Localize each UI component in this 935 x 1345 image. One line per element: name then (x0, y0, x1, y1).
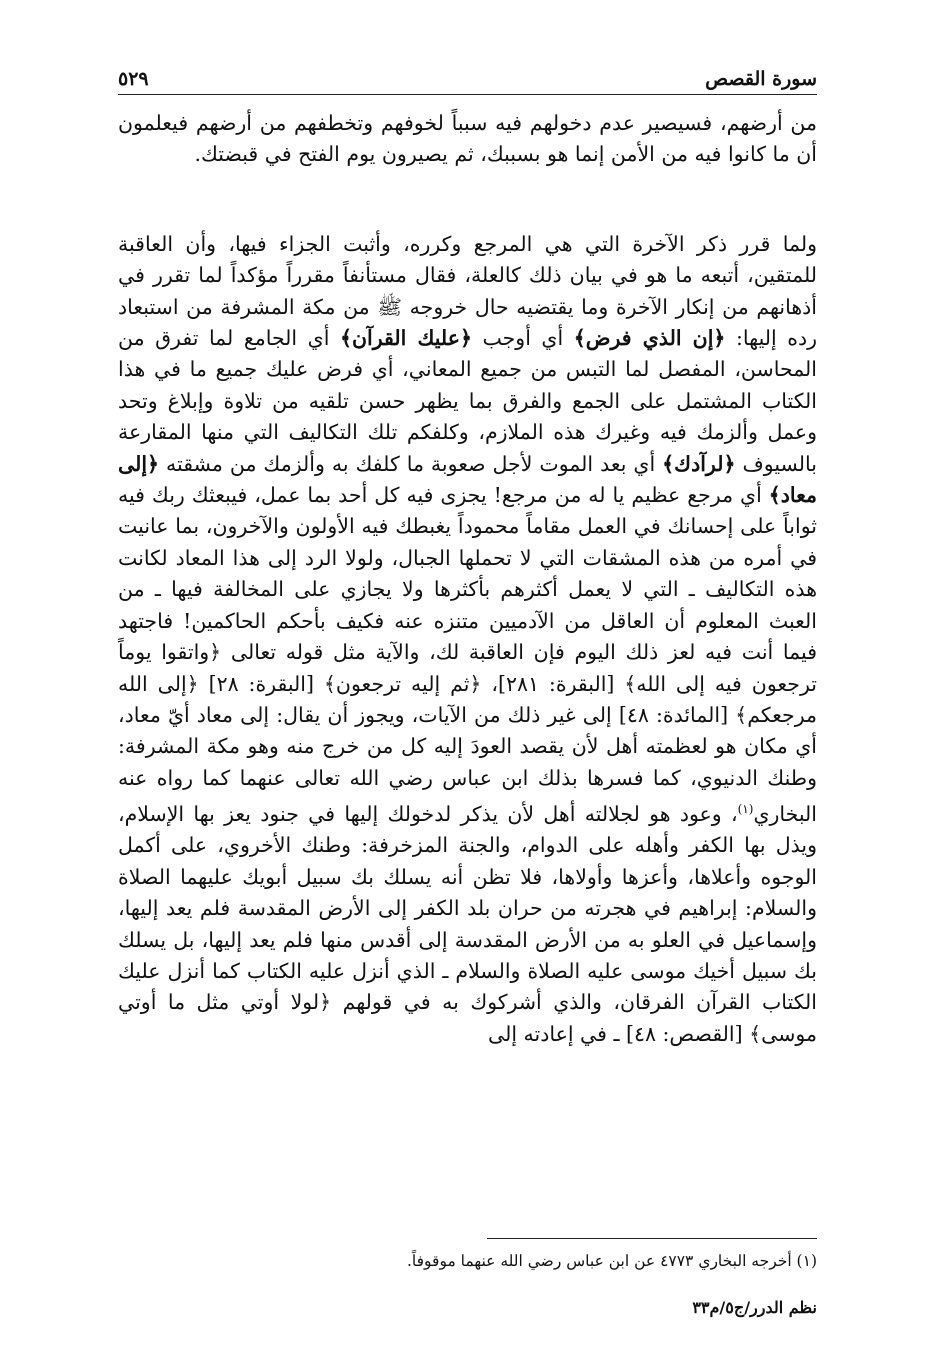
quran-quote-alayka-al-quran: ﴿عليك القرآن﴾ (339, 326, 472, 351)
quran-quote-inna-alladhi-farada: ﴿إن الذي فرض﴾ (573, 326, 726, 351)
body-text (118, 108, 817, 1050)
quran-quote-laradduka: ﴿لرآدك﴾ (662, 451, 736, 476)
paragraph-2-part-c: أي الجامع لما تفرق من المحاسن، المفصل لما التبس من جميع المعاني، أي فرض عليك جميع ما في هذا الكتاب المشتمل على الجمع والفرق بما يظهر حسن تلقيه من تلاوة وإبلاغ وتحد وعمل وألزمك فيه وغيرك هذه الملازم، وكلفكم تلك التكاليف التي منها المقارعة بالسيوف (118, 326, 817, 476)
paragraph-2-part-f: ، وعود هو لجلالته أهل لأن يذكر لدخولك إليها في جنود يعز بها الإسلام، ويذل بها الكفر وأهله على الدوام، والجنة المزخرفة: وطنك الأخروي، على أكمل الوجوه وأعلاها، وأعزها وأولاها، فلا تظن أنه يسلك بك سبيل أبويك عليهما الصلاة والسلام: إبراهيم في هجرته من حران بلد الكفر إلى الأرض المقدسة فلم يعد إليها، وإسماعيل في العلو به من الأرض المقدسة إلى أقدس منها فلم يعد إليها، بل يسلك بك سبيل أخيك موسى عليه الصلاة والسلام ـ الذي أنزل عليه الكتاب كما أنزل عليك الكتاب القرآن الفرقان، والذي أشركوك به في قولهم ﴿لولا أوتي مثل ما أوتي موسى﴾ [القصص: ٤٨] ـ في إعادته إلى (118, 801, 817, 1046)
header-divider (118, 94, 817, 95)
running-header (118, 60, 817, 90)
footnote-reference: (١) (737, 802, 754, 817)
paragraph-2-part-d: أي بعد الموت لأجل صعوبة ما كلفك به وألزمك من مشقته (159, 451, 663, 476)
footnote-divider (487, 1238, 817, 1239)
paragraph-2 (118, 229, 817, 1050)
quran-quote-ila-maad: ﴿إلى معاد﴾ (118, 451, 817, 508)
page-number: ٥٢٩ (118, 68, 149, 90)
surah-title: سورة القصص (705, 68, 817, 90)
paragraph-1: من أرضهم، فسيصير عدم دخولهم فيه سبباً لخوفهم وتخطفهم من أرضهم فيعلمون أن ما كانوا فيه من الأمن إنما هو بسببك، ثم يصيرون يوم الفتح في قبضتك. (118, 111, 817, 167)
paragraph-2-part-e: أي مرجع عظيم يا له من مرجع! يجزى فيه كل أحد بما عمل، فيبعثك ربك فيه ثواباً على إحسانك في العمل مقاماً محموداً يغبطك فيه الأولون والآخرون، بما عانيت في أمره من هذه المشقات التي لا تحملها الجبال، ولولا الرد إلى هذا المعاد لكانت هذه التكاليف ـ التي لا يعمل أكثرهم بأكثرها ولا يجازي على المخالفة فيها ـ من العبث المعلوم أن العاقل من الآدميين متنزه عنه فكيف بأحكم الحاكمين! فاجتهد فيما أنت فيه لعز ذلك اليوم فإن العاقبة لك، والآية مثل قوله تعالى ﴿واتقوا يوماً ترجعون فيه إلى الله﴾ [البقرة: ٢٨١]، ﴿ثم إليه ترجعون﴾ [البقرة: ٢٨] ﴿إلى الله مرجعكم﴾ [المائدة: ٤٨] إلى غير ذلك من الآيات، ويجوز أن يقال: إلى معاد أيّ معاد، أي مكان هو لعظمته أهل لأن يقصد العودَ إليه كل من خرج منه وهو مكة المشرفة: وطنك الدنيوي، كما فسرها بذلك ابن عباس رضي الله تعالى عنهما كما رواه عنه البخاري (118, 483, 818, 826)
paragraph-2-part-b: أي أوجب (471, 326, 574, 351)
footnote: (١) أخرجه البخاري ٤٧٧٣ عن ابن عباس رضي الله عنهما موقوفاً. (406, 1252, 817, 1270)
signature-footer: نظم الدرر/ج٥/م٣٣ (692, 1298, 817, 1317)
paragraph-2-part-a: ولما قرر ذكر الآخرة التي هي المرجع وكرره، وأثبت الجزاء فيها، وأن العاقبة للمتقين، أتبعه ما هو في بيان ذلك كالعلة، فقال مستأنفاً مقرراً مؤكداً لما تقرر في أذهانهم من إنكار الآخرة وما يقتضيه حال خروجه ﷺ من مكة المشرفة من استبعاد رده إليها: (118, 231, 817, 351)
